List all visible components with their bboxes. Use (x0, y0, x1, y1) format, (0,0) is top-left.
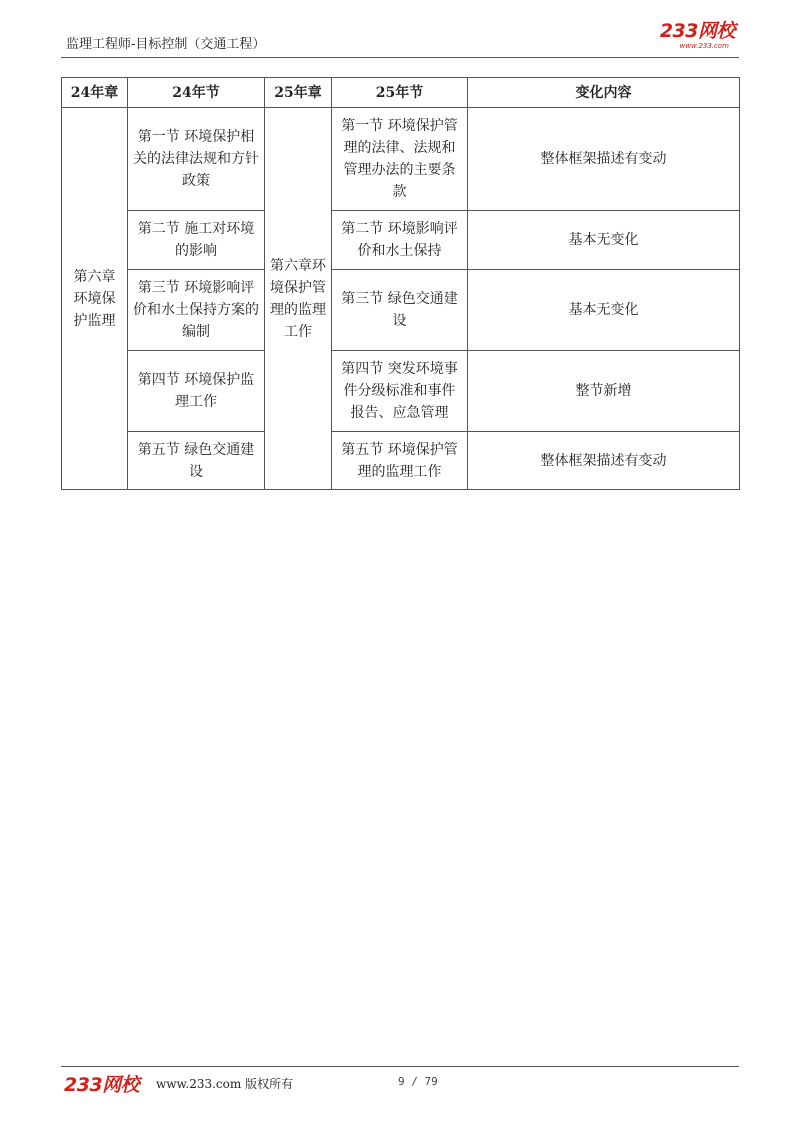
table-row (62, 211, 740, 270)
footer-logo: 233网校 (64, 1074, 140, 1096)
section-24-cell: 第五节 绿色交通建设 (128, 432, 265, 490)
section-25-cell: 第三节 绿色交通建设 (332, 270, 468, 351)
change-cell: 整节新增 (468, 351, 740, 432)
brand-logo-url: www.233.com (679, 42, 729, 50)
table-row (62, 270, 740, 351)
chapter-25-cell: 第六章环境保护管理的监理工作 (265, 108, 332, 490)
table-header-row (62, 78, 740, 108)
table-row (62, 432, 740, 490)
table-row (62, 108, 740, 211)
change-cell: 基本无变化 (468, 270, 740, 351)
table-row (62, 351, 740, 432)
chapter-comparison-table (61, 77, 740, 490)
brand-logo-text: 233网校 (659, 20, 735, 42)
column-header: 24年章 (62, 78, 128, 108)
column-header: 25年节 (332, 78, 468, 108)
section-24-cell: 第三节 环境影响评价和水土保持方案的编制 (128, 270, 265, 351)
brand-logo (660, 20, 735, 50)
document-title: 监理工程师-目标控制（交通工程） (66, 37, 266, 52)
section-24-cell: 第二节 施工对环境的影响 (128, 211, 265, 270)
column-header: 24年节 (128, 78, 265, 108)
change-cell: 基本无变化 (468, 211, 740, 270)
page-footer (61, 1066, 739, 1096)
section-25-cell: 第四节 突发环境事件分级标准和事件报告、应急管理 (332, 351, 468, 432)
change-cell: 整体框架描述有变动 (468, 432, 740, 490)
footer-copyright: www.233.com 版权所有 (156, 1077, 294, 1091)
page-header (61, 22, 739, 58)
column-header: 变化内容 (468, 78, 740, 108)
column-header: 25年章 (265, 78, 332, 108)
footer-divider (61, 1066, 739, 1067)
section-25-cell: 第一节 环境保护管理的法律、法规和管理办法的主要条款 (332, 108, 468, 211)
section-24-cell: 第一节 环境保护相关的法律法规和方针政策 (128, 108, 265, 211)
section-25-cell: 第二节 环境影响评价和水土保持 (332, 211, 468, 270)
header-divider (61, 57, 739, 58)
change-cell: 整体框架描述有变动 (468, 108, 740, 211)
page-number: 9 / 79 (398, 1075, 438, 1088)
section-25-cell: 第五节 环境保护管理的监理工作 (332, 432, 468, 490)
section-24-cell: 第四节 环境保护监理工作 (128, 351, 265, 432)
chapter-24-cell: 第六章环境保护监理 (62, 108, 128, 490)
